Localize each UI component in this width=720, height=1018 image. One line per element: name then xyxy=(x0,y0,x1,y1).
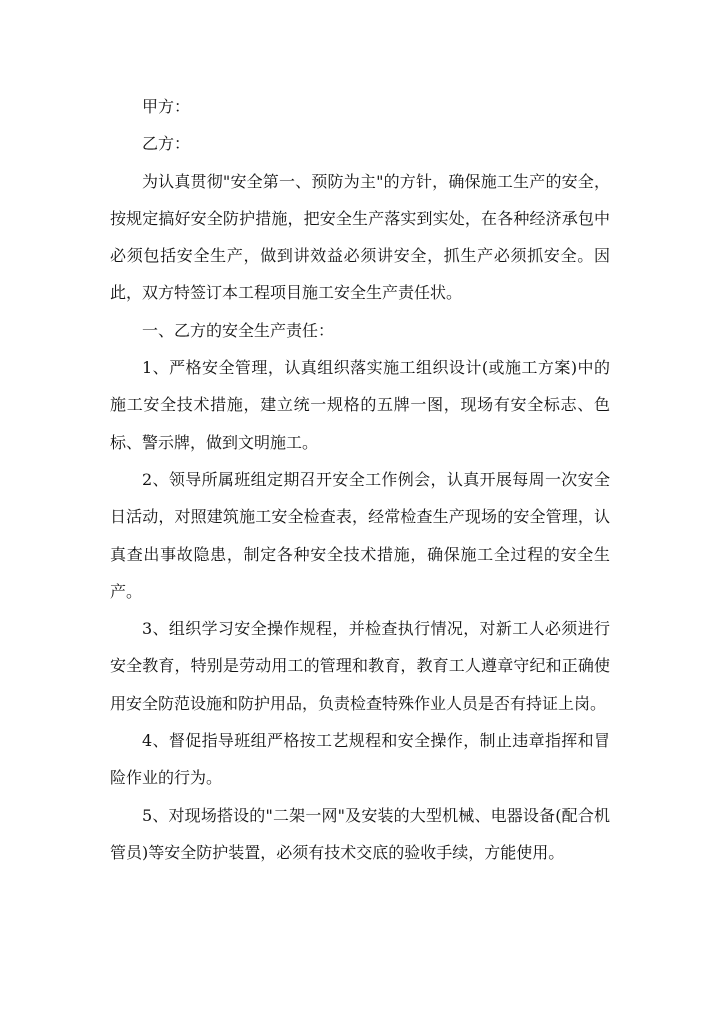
party-a-line: 甲方： xyxy=(142,97,191,116)
section-heading: 一、乙方的安全生产责任： xyxy=(142,320,335,340)
item-2-paragraph: 2、领导所属班组定期召开安全工作例会，认真开展每周一次安全日活动，对照建筑施工安全检查表，经常检查生产现场的安全管理，认真查出事故隐患，制定各种安全技术措施，确保施工全过程的安全生产。 xyxy=(110,469,610,601)
item-4-paragraph: 4、督促指导班组严格按工艺规程和安全操作，制止违章指挥和冒险作业的行为。 xyxy=(110,731,610,788)
party-b-line: 乙方： xyxy=(142,134,191,154)
item-3-paragraph: 3、组织学习安全操作规程，并检查执行情况，对新工人必须进行安全教育，特别是劳动用工的管理和教育，教育工人遵章守纪和正确使用安全防范设施和防护用品，负责检查特殊作业人员是否有持证上岗。 xyxy=(110,619,610,713)
intro-paragraph: 为认真贯彻"安全第一、预防为主"的方针，确保施工生产的安全，按规定搞好安全防护措施，把安全生产落实到实处，在各种经济承包中必须包括安全生产，做到讲效益必须讲安全，抓生产必须抓安全。因此，双方特签订本工程项目施工安全生产责任状。 xyxy=(110,171,610,303)
item-1-paragraph: 1、严格安全管理，认真组织落实施工组织设计(或施工方案)中的施工安全技术措施，建立统一规格的五牌一图，现场有安全标志、色标、警示牌，做到文明施工。 xyxy=(110,358,610,452)
item-5-paragraph: 5、对现场搭设的"二架一网"及安装的大型机械、电器设备(配合机管员)等安全防护装置，必须有技术交底的验收手续，方能使用。 xyxy=(110,805,610,862)
document-page xyxy=(110,88,610,871)
